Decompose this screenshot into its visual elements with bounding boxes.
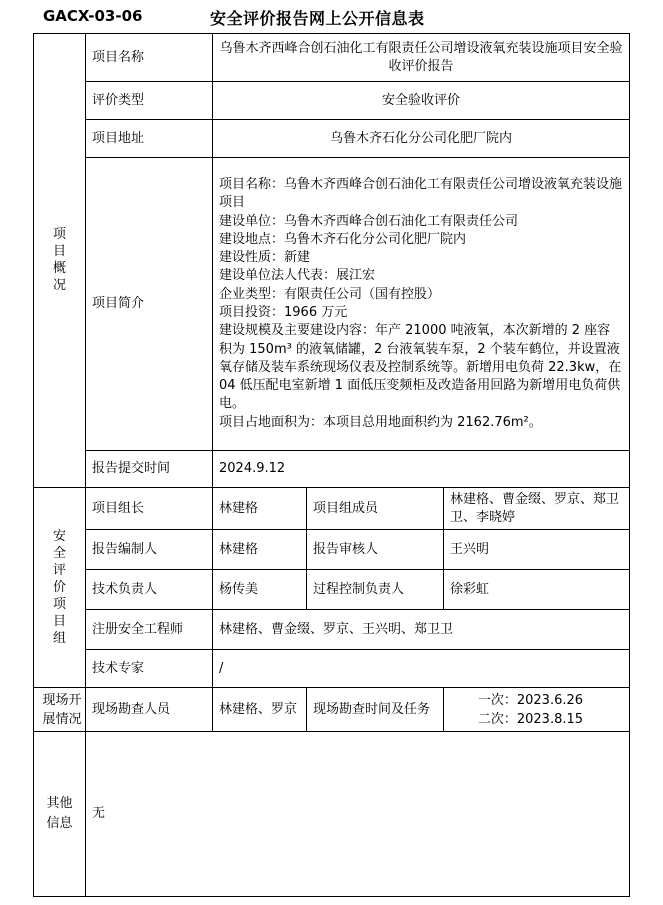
value-project-name: 乌鲁木齐西峰合创石油化工有限责任公司增设液氧充装设施项目安全验收评价报告 — [213, 34, 630, 82]
label-process-control: 过程控制负责人 — [307, 570, 444, 610]
label-other-info: 其他信息 — [34, 732, 86, 897]
intro-line: 项目占地面积为：本项目总用地面积约为 2162.76m²。 — [219, 414, 542, 430]
label-survey-time: 现场勘查时间及任务 — [307, 688, 444, 732]
label-project-address: 项目地址 — [86, 120, 213, 158]
document-code: GACX-03-06 — [43, 7, 143, 25]
intro-line: 建设规模及主要建设内容：年产 21000 吨液氧，本次新增的 2 座容积为 150m³ 的液氧储罐，2 台液氧装车泵，2 个装车鹤位，并设置液氧存储及装车系统现场仪表及控制系统等。新增用电负荷 22.3kw，在 04 低压配电室新增 1 面低压变频柜及改造备用回路为新增用电负荷供电。 — [219, 323, 622, 412]
info-table — [33, 33, 630, 897]
value-process-control: 徐彩虹 — [444, 570, 630, 610]
row-site-survey — [34, 688, 630, 732]
row-project-name — [34, 34, 630, 82]
label-safety-engineer: 注册安全工程师 — [86, 610, 213, 650]
survey-visit: 一次：2023.6.26 — [477, 692, 584, 708]
value-report-reviewer: 王兴明 — [444, 530, 630, 570]
document-title: 安全评价报告网上公开信息表 — [210, 9, 425, 28]
intro-line: 建设性质：新建 — [219, 250, 311, 266]
section-site: 现场开展情况 — [34, 688, 86, 732]
row-project-intro — [34, 158, 630, 451]
label-project-name: 项目名称 — [86, 34, 213, 82]
value-site-survey: 林建格、罗京 — [213, 688, 307, 732]
value-other-info: 无 — [86, 732, 630, 897]
row-submit-time — [34, 451, 630, 488]
row-tech-expert — [34, 650, 630, 688]
survey-visit: 二次：2023.8.15 — [477, 711, 584, 727]
intro-line: 项目名称：乌鲁木齐西峰合创石油化工有限责任公司增设液氧充装设施项目 — [219, 176, 623, 211]
label-team-leader: 项目组长 — [86, 488, 213, 530]
row-report-author — [34, 530, 630, 570]
value-team-leader: 林建格 — [213, 488, 307, 530]
row-other-info — [34, 732, 630, 897]
value-tech-expert: / — [213, 650, 630, 688]
label-site-survey: 现场勘查人员 — [86, 688, 213, 732]
label-evaluation-type: 评价类型 — [86, 82, 213, 120]
label-report-reviewer: 报告审核人 — [307, 530, 444, 570]
row-evaluation-type — [34, 82, 630, 120]
intro-line: 建设地点：乌鲁木齐石化分公司化肥厂院内 — [219, 231, 467, 247]
value-team-members: 林建格、曹金缀、罗京、郑卫卫、李晓婷 — [444, 488, 630, 530]
label-report-author: 报告编制人 — [86, 530, 213, 570]
row-team-leader — [34, 488, 630, 530]
row-safety-engineer — [34, 610, 630, 650]
value-tech-lead: 杨传美 — [213, 570, 307, 610]
row-project-address — [34, 120, 630, 158]
value-evaluation-type: 安全验收评价 — [213, 82, 630, 120]
label-tech-lead: 技术负责人 — [86, 570, 213, 610]
value-safety-engineer: 林建格、曹金缀、罗京、王兴明、郑卫卫 — [213, 610, 630, 650]
value-project-address: 乌鲁木齐石化分公司化肥厂院内 — [213, 120, 630, 158]
intro-line: 企业类型：有限责任公司（国有控股） — [219, 286, 441, 302]
label-submit-time: 报告提交时间 — [86, 451, 213, 488]
intro-line: 建设单位：乌鲁木齐西峰合创石油化工有限责任公司 — [219, 213, 519, 229]
row-tech-lead — [34, 570, 630, 610]
value-report-author: 林建格 — [213, 530, 307, 570]
label-tech-expert: 技术专家 — [86, 650, 213, 688]
section-team: 安全评价项目组 — [34, 488, 86, 688]
label-team-members: 项目组成员 — [307, 488, 444, 530]
value-project-intro — [213, 158, 630, 451]
section-overview: 项目概况 — [34, 34, 86, 488]
label-project-intro: 项目简介 — [86, 158, 213, 451]
intro-line: 项目投资：1966 万元 — [219, 305, 348, 320]
value-survey-time — [444, 688, 630, 732]
intro-line: 建设单位法人代表：展江宏 — [219, 268, 376, 284]
value-submit-time: 2024.9.12 — [213, 451, 630, 488]
